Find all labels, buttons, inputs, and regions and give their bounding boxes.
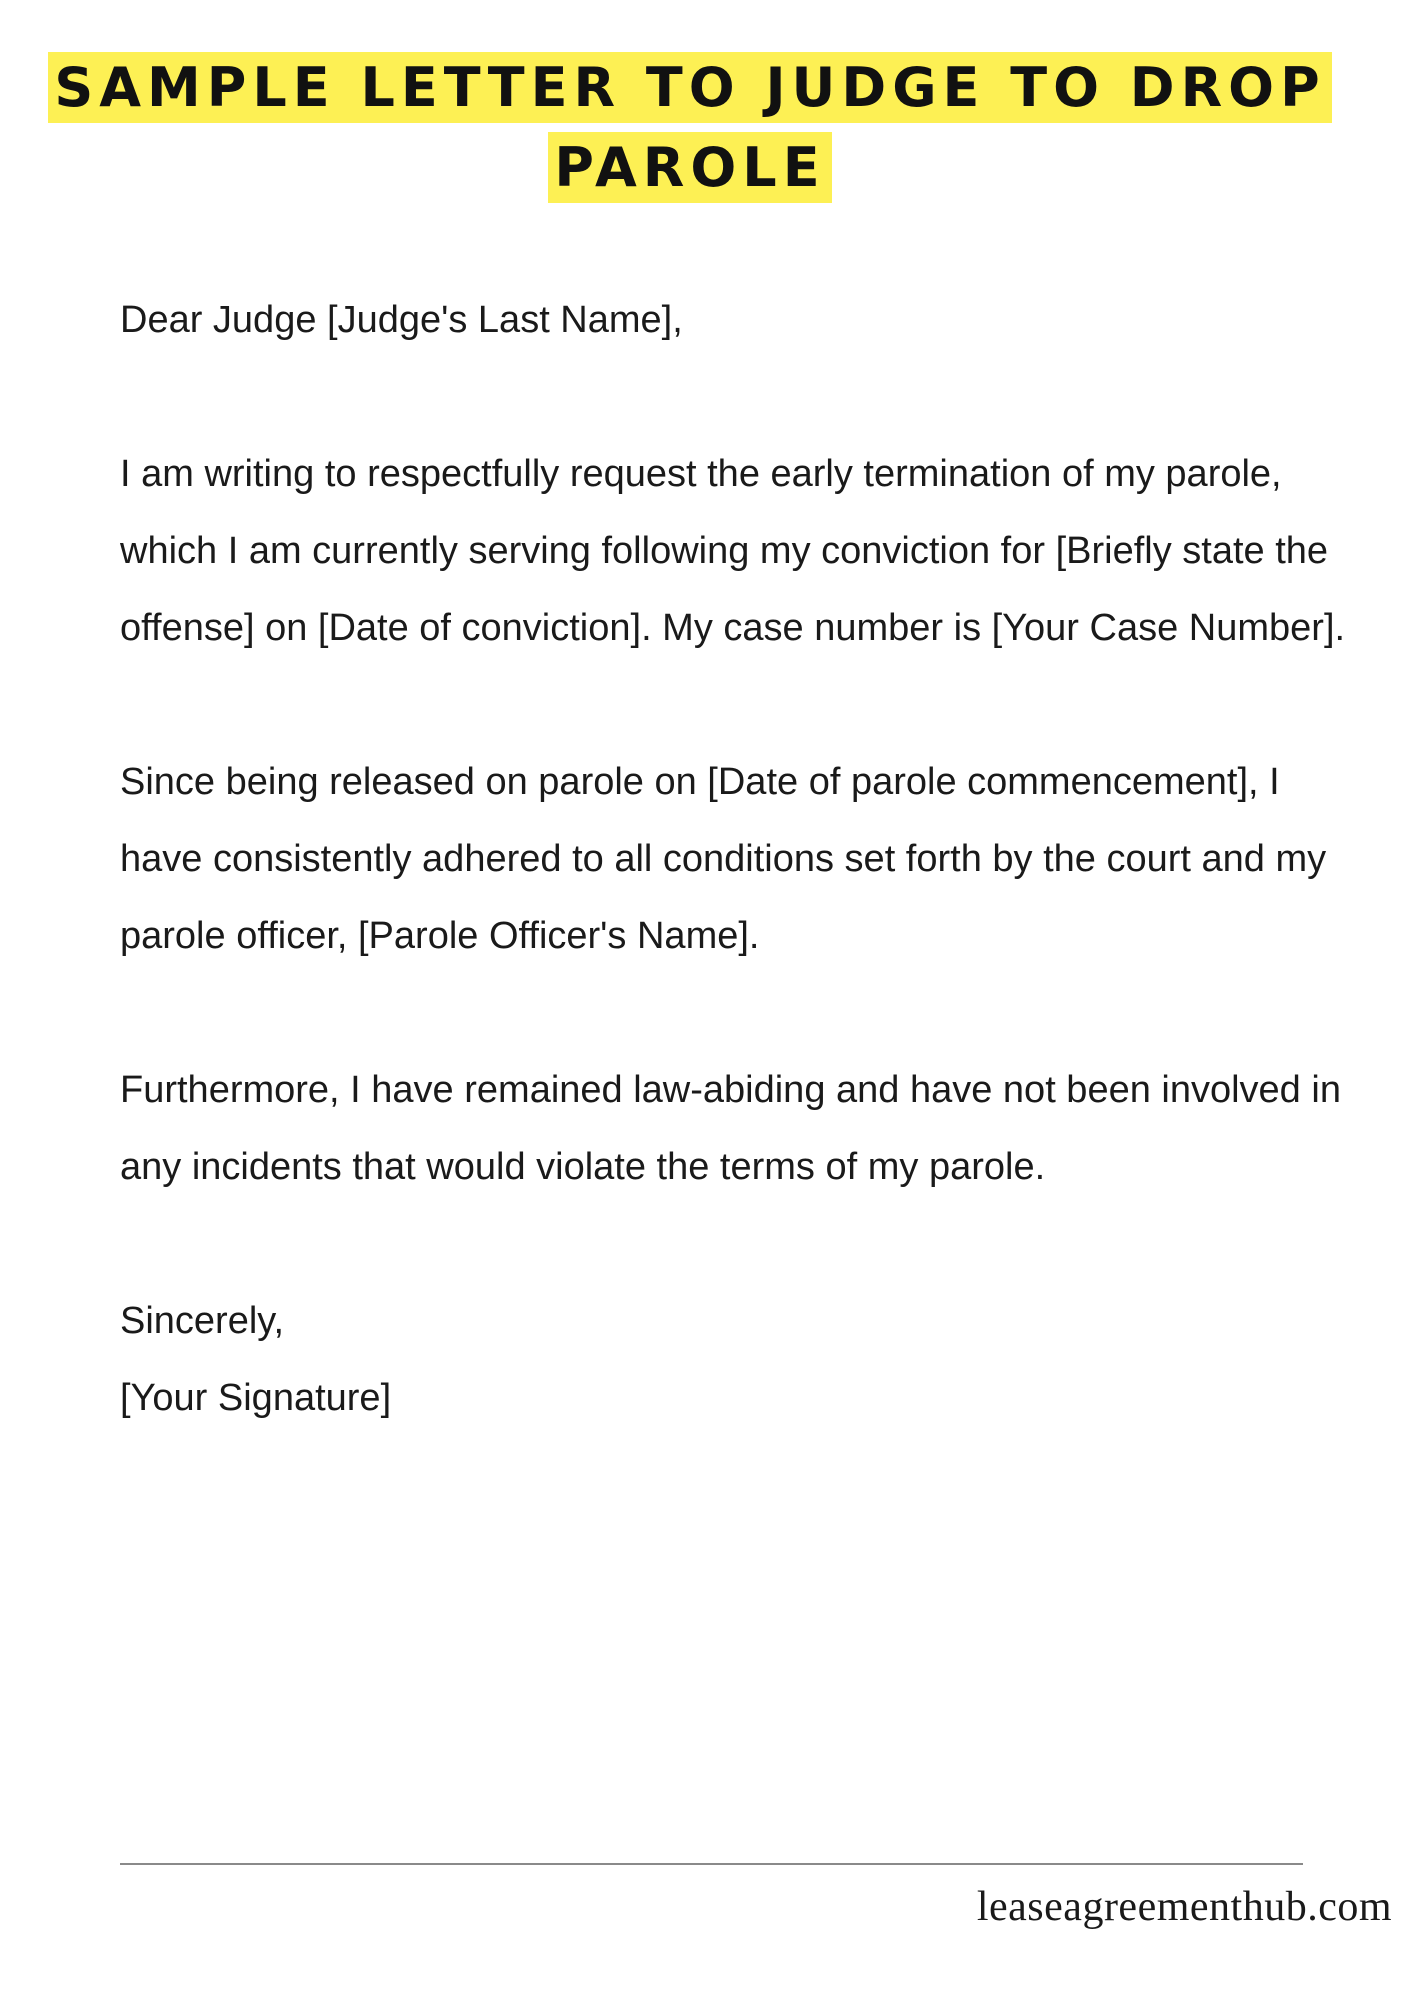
paragraph-1: I am writing to respectfully request the early termination of my parole, which I am currently serving following my conviction for [Briefly state the offense] on [Date of conviction]. My case number is [Your Case Number].: [120, 453, 1346, 649]
page-title: SAMPLE LETTER TO JUDGE TO DROP PAROLE: [48, 52, 1331, 203]
signature-placeholder: [Your Signature]: [120, 1377, 392, 1419]
closing: Sincerely,: [120, 1300, 285, 1342]
salutation: Dear Judge [Judge's Last Name],: [120, 299, 683, 341]
paragraph-3: Furthermore, I have remained law-abiding and have not been involved in any incidents that would violate the terms of my parole.: [120, 1069, 1341, 1188]
footer-divider: [120, 1863, 1303, 1865]
page-title-container: [40, 48, 1340, 208]
paragraph-2: Since being released on parole on [Date of parole commencement], I have consistently adhered to all conditions set forth by the court and my parole officer, [Parole Officer's Name].: [120, 761, 1327, 957]
footer-website: leaseagreementhub.com: [976, 1884, 1392, 1930]
letter-body: [120, 282, 1350, 1437]
